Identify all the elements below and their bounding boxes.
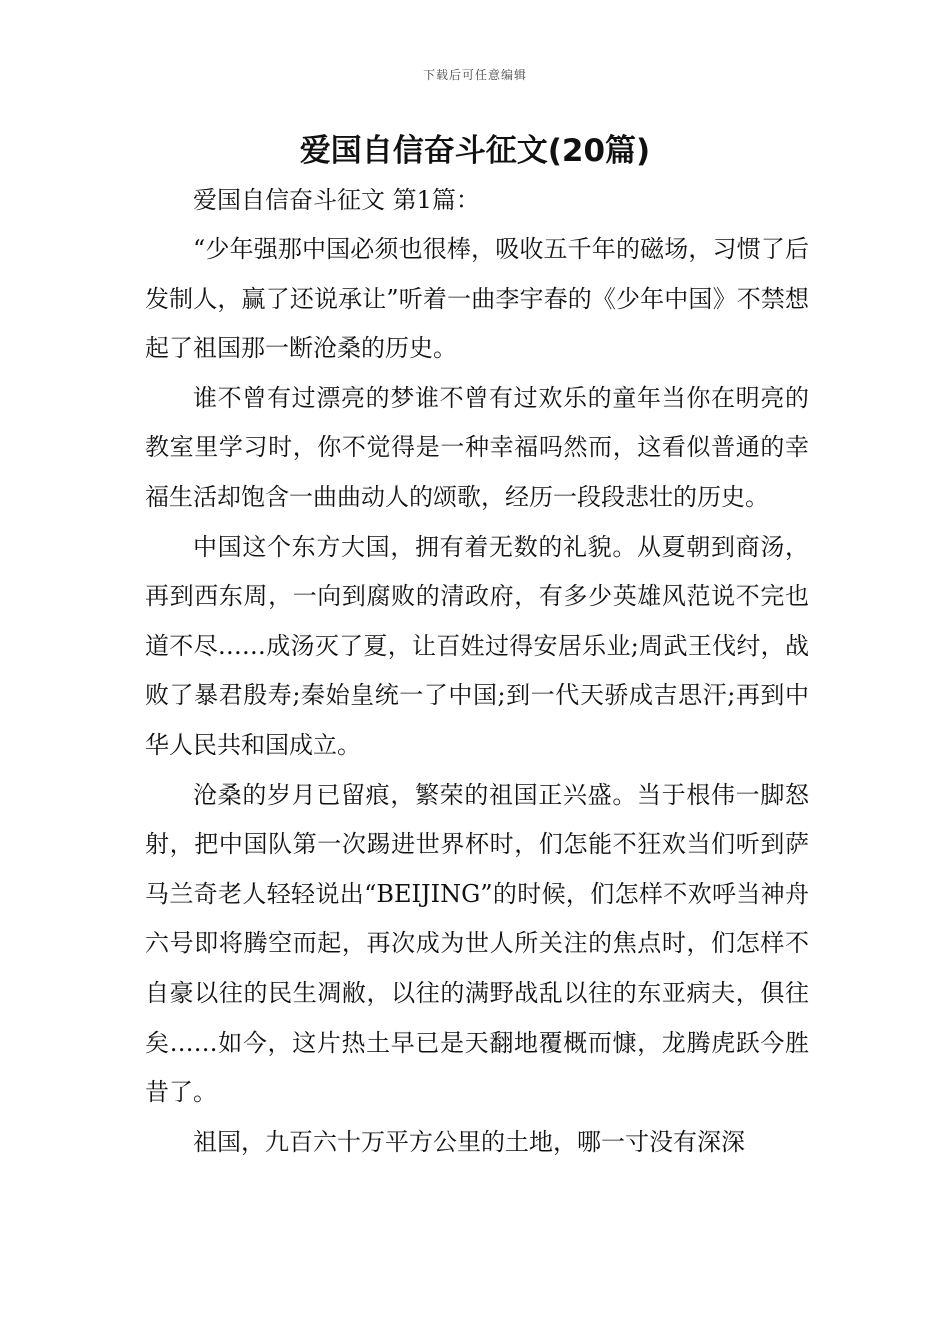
paragraph-3: 中国这个东方大国，拥有着无数的礼貌。从夏朝到商汤，再到西东周，一向到腐败的清政府，有多少英雄风范说不完也道不尽……成汤灭了夏，让百姓过得安居乐业;周武王伐纣，战败了暴君殷寿;秦始皇统一了中国;到一代天骄成吉思汗;再到中华人民共和国成立。 [145, 532, 809, 759]
paragraph-1: “少年强那中国必须也很棒，吸收五千年的磁场，习惯了后发制人，赢了还说承让”听着一曲李宇春的《少年中国》不禁想起了祖国那一断沧桑的历史。 [145, 235, 809, 363]
paragraph-5: 祖国，九百六十万平方公里的土地，哪一寸没有深深 [193, 1127, 745, 1156]
header-note: 下载后可任意编辑 [422, 68, 527, 82]
section-heading: 爱国自信奋斗征文 第1篇： [193, 186, 480, 214]
document-title: 爱国自信奋斗征文(20篇) [299, 133, 651, 169]
paragraph-4: 沧桑的岁月已留痕，繁荣的祖国正兴盛。当于根伟一脚怒射，把中国队第一次踢进世界杯时，们怎能不狂欢当们听到萨马兰奇老人轻轻说出“BEIJING”的时候，们怎样不欢呼当神舟六号即将腾空而起，再次成为世人所关注的焦点时，们怎样不自豪以往的民生凋敝，以往的满野战乱以往的东亚病夫，俱往矣……如今，这片热土早已是天翻地覆概而慷，龙腾虎跃今胜昔了。 [145, 780, 809, 1107]
paragraph-2: 谁不曾有过漂亮的梦谁不曾有过欢乐的童年当你在明亮的教室里学习时，你不觉得是一种幸福吗然而，这看似普通的幸福生活却饱含一曲曲动人的颂歌，经历一段段悲壮的历史。 [145, 383, 809, 511]
document-body [145, 176, 809, 1167]
